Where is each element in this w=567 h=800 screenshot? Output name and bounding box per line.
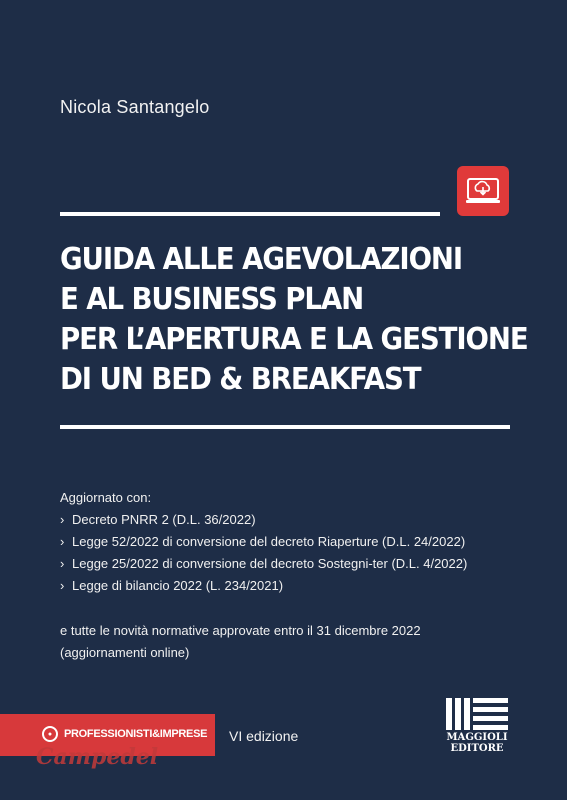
list-item bbox=[60, 553, 467, 575]
series-logo-icon: ● bbox=[42, 726, 58, 742]
maggioli-logo-icon bbox=[446, 698, 508, 730]
chevron-right-icon: › bbox=[60, 556, 65, 571]
author-name: Nicola Santangelo bbox=[60, 97, 210, 117]
publisher-name-line: EDITORE bbox=[450, 743, 504, 754]
book-title bbox=[60, 240, 528, 400]
additional-note bbox=[60, 620, 421, 664]
title-divider-top bbox=[60, 212, 440, 216]
title-line: E AL BUSINESS PLAN bbox=[60, 282, 364, 317]
update-text: Decreto PNRR 2 (D.L. 36/2022) bbox=[72, 512, 256, 527]
list-item bbox=[60, 531, 467, 553]
update-text: Legge di bilancio 2022 (L. 234/2021) bbox=[72, 578, 284, 593]
list-item bbox=[60, 575, 467, 597]
chevron-right-icon: › bbox=[60, 578, 65, 593]
cloud-download-icon bbox=[457, 166, 509, 216]
title-divider-bottom bbox=[60, 425, 510, 429]
title-line: PER L’APERTURA E LA GESTIONE bbox=[60, 322, 528, 357]
title-line: DI UN BED & BREAKFAST bbox=[60, 362, 421, 397]
updates-heading: Aggiornato con: bbox=[60, 490, 152, 505]
publisher-logo bbox=[444, 698, 510, 758]
chevron-right-icon: › bbox=[60, 534, 65, 549]
series-label: PROFESSIONISTI&IMPRESE bbox=[64, 728, 208, 740]
update-text: Legge 25/2022 di conversione del decreto Sostegni-ter (D.L. 4/2022) bbox=[72, 556, 468, 571]
updates-block bbox=[60, 487, 467, 597]
note-line: e tutte le novità normative approvate entro il 31 dicembre 2022 bbox=[60, 623, 421, 638]
store-watermark: Campedel bbox=[36, 744, 159, 770]
updates-list bbox=[60, 509, 467, 597]
list-item bbox=[60, 509, 467, 531]
update-text: Legge 52/2022 di conversione del decreto Riaperture (D.L. 24/2022) bbox=[72, 534, 466, 549]
title-line: GUIDA ALLE AGEVOLAZIONI bbox=[60, 242, 463, 277]
publisher-name bbox=[444, 732, 510, 754]
chevron-right-icon: › bbox=[60, 512, 65, 527]
note-line: (aggiornamenti online) bbox=[60, 645, 190, 660]
edition-label: VI edizione bbox=[229, 728, 299, 744]
publisher-name-line: MAGGIOLI bbox=[446, 732, 508, 743]
